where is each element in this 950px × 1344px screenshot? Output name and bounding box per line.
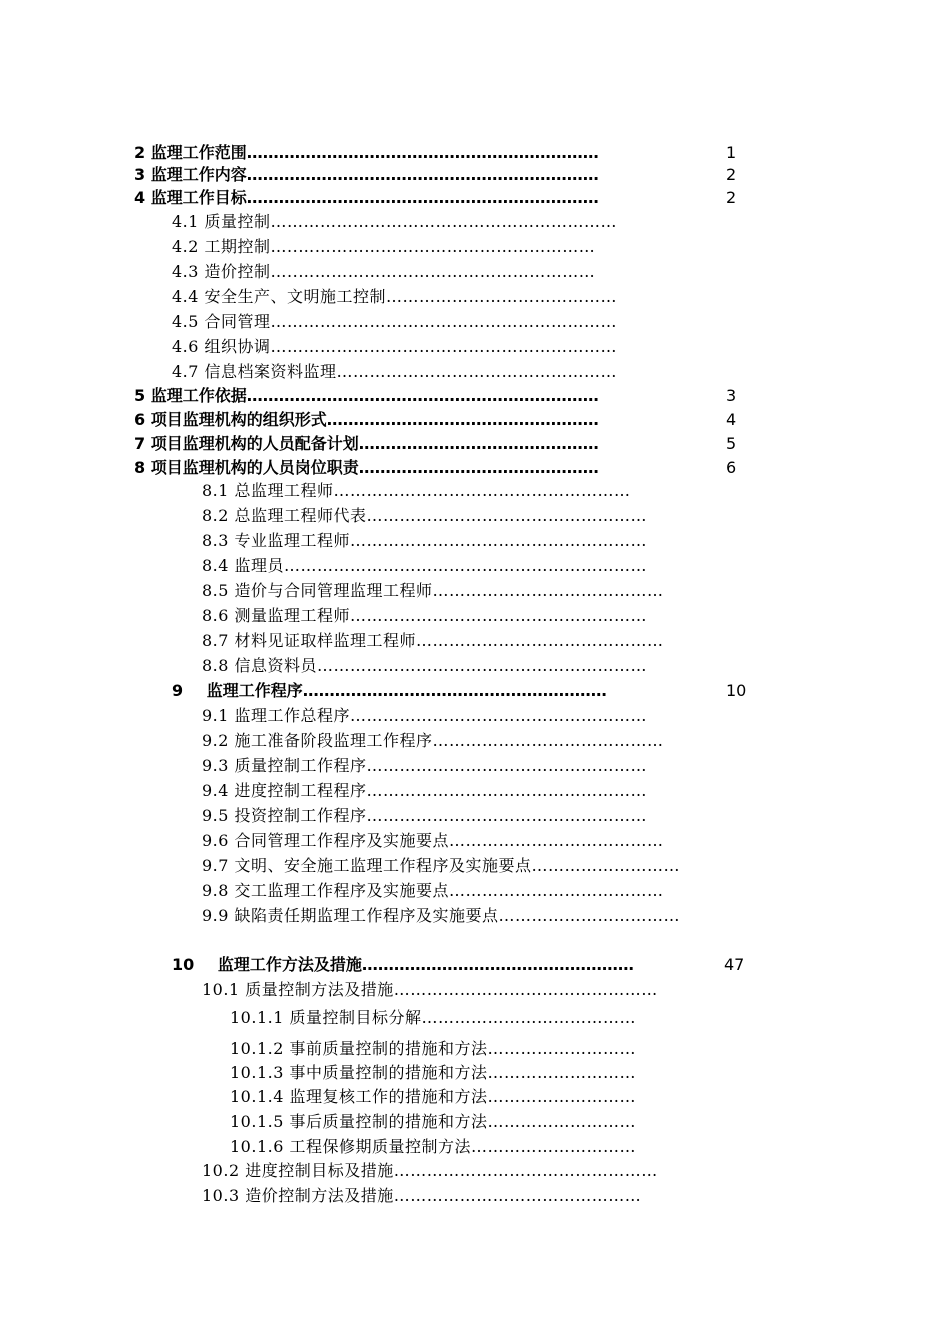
toc-entry: 7 项目监理机构的人员配备计划……………………………………… — [134, 434, 599, 453]
toc-subentry: 9.7 文明、安全施工监理工作程序及实施要点……………………… — [202, 856, 681, 875]
toc-subentry: 4.2 工期控制…..……………………………………………… — [172, 237, 596, 256]
toc-subentry: 10.3 造价控制方法及措施……………………………………… — [202, 1186, 642, 1205]
toc-subentry: 8.2 总监理工程师代表…………………………………………… — [202, 506, 648, 525]
toc-subentry: 10.1.4 监理复核工作的措施和方法……………………… — [230, 1087, 636, 1106]
toc-subentry: 8.8 信息资料员…………………………………………………… — [202, 656, 648, 675]
toc-subentry: 9.9 缺陷责任期监理工作程序及实施要点…………………………… — [202, 906, 681, 925]
toc-entry: 9 监理工作程序………………………………………………… — [172, 681, 607, 700]
toc-entry: 5 监理工作依据………………………………………………………… — [134, 386, 599, 405]
toc-entry: 8 项目监理机构的人员岗位职责……………………………………… — [134, 458, 599, 477]
toc-page-number: 2 — [726, 165, 737, 184]
toc-subentry: 8.7 材料见证取样监理工程师……………………………………… — [202, 631, 664, 650]
toc-page-number: 10 — [726, 681, 747, 700]
toc-subentry: 8.3 专业监理工程师……………………………………………… — [202, 531, 648, 550]
toc-page-number: 4 — [726, 410, 737, 429]
toc-page-number: 6 — [726, 458, 737, 477]
toc-subentry: 4.5 合同管理……………………………………………………… — [172, 312, 618, 331]
toc-subentry: 4.1 质量控制……………………………………………………… — [172, 212, 618, 231]
toc-subentry: 4.4 安全生产、文明施工控制…………………………………… — [172, 287, 618, 306]
toc-subentry: 10.1.3 事中质量控制的措施和方法……………………… — [230, 1063, 636, 1082]
toc-subentry: 4.6 组织协调……………………………………………………… — [172, 337, 618, 356]
toc-subentry: 10.1.2 事前质量控制的措施和方法……………………… — [230, 1039, 636, 1058]
toc-subentry: 9.6 合同管理工作程序及实施要点………………………………… — [202, 831, 664, 850]
toc-subentry: 4.3 造价控制…..……………………………………………… — [172, 262, 596, 281]
toc-page-number: 1 — [726, 143, 737, 162]
toc-subentry: 8.1 总监理工程师……………………………………………… — [202, 481, 631, 500]
toc-subentry: 9.8 交工监理工作程序及实施要点………………………………… — [202, 881, 664, 900]
toc-subentry: 8.4 监理员………………………………………………………… — [202, 556, 648, 575]
toc-subentry: 9.5 投资控制工作程序…………………………………………… — [202, 806, 648, 825]
toc-subentry: 9.2 施工准备阶段监理工作程序…………………………………… — [202, 731, 664, 750]
toc-subentry: 9.3 质量控制工作程序…………………………………………… — [202, 756, 648, 775]
toc-subentry: 10.1.5 事后质量控制的措施和方法……………………… — [230, 1112, 636, 1131]
toc-entry: 3 监理工作内容………………………………………………………… — [134, 165, 599, 184]
toc-subentry: 8.5 造价与合同管理监理工程师…………………………………… — [202, 581, 664, 600]
toc-subentry: 8.6 测量监理工程师……………………………………………… — [202, 606, 648, 625]
toc-entry: 6 项目监理机构的组织形式…………………………………………… — [134, 410, 599, 429]
toc-subentry: 10.1.1 质量控制目标分解………………………………… — [230, 1008, 636, 1027]
toc-page-number: 2 — [726, 188, 737, 207]
toc-subentry: 10.1 质量控制方法及措施………………………………………… — [202, 980, 658, 999]
toc-page-number: 3 — [726, 386, 737, 405]
toc-subentry: 4.7 信息档案资料监理…………………………………………… — [172, 362, 618, 381]
toc-page-number: 47 — [724, 955, 745, 974]
toc-entry: 4 监理工作目标………………………………………………………… — [134, 188, 599, 207]
toc-subentry: 9.4 进度控制工程程序…………………………………………… — [202, 781, 648, 800]
toc-subentry: 10.1.6 工程保修期质量控制方法………………………… — [230, 1137, 636, 1156]
toc-entry: 10 监理工作方法及措施…………………………………………… — [172, 955, 634, 974]
toc-subentry: 10.2 进度控制目标及措施………………………………………… — [202, 1161, 658, 1180]
toc-subentry: 9.1 监理工作总程序……………………………………………… — [202, 706, 648, 725]
toc-page-number: 5 — [726, 434, 737, 453]
toc-entry: 2 监理工作范围………………………………………………………… — [134, 143, 599, 162]
